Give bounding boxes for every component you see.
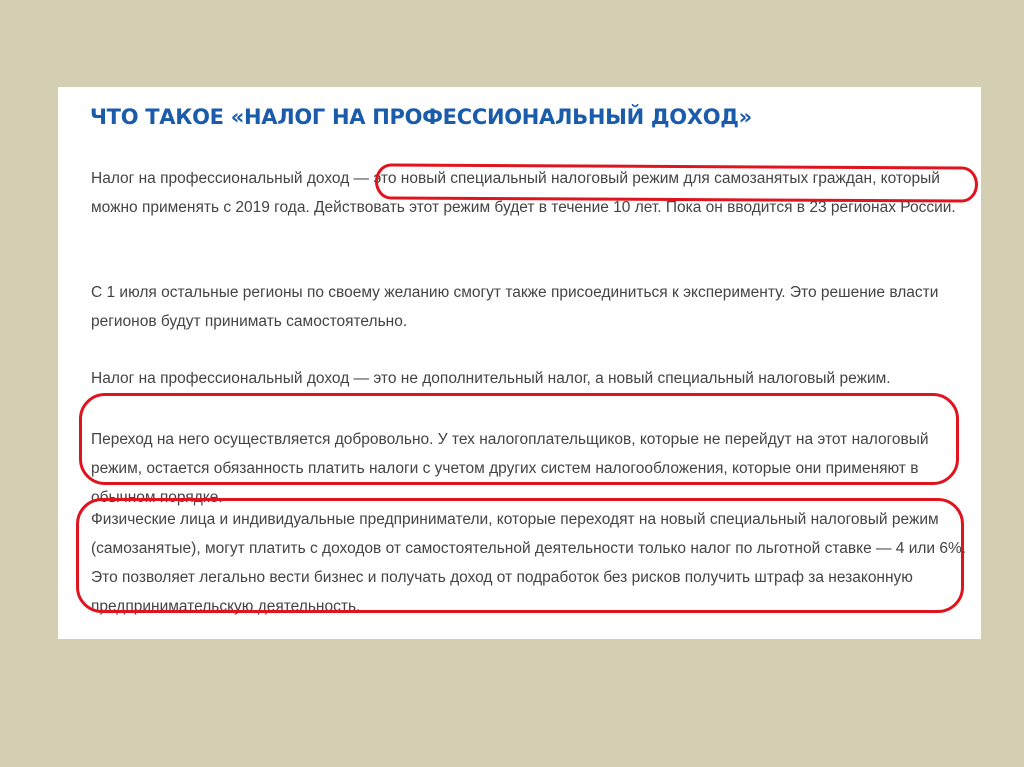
paragraph-voluntary-transition: Переход на него осуществляется добровольно. У тех налогоплательщиков, которые не перейдут на этот налоговый режим, остается обязанность платить налоги с учетом других систем налогообложения, которые они применяют в обычном порядке. [91,431,929,506]
article-panel [58,87,981,639]
paragraph-preferential-rate: Физические лица и индивидуальные предприниматели, которые переходят на новый специальный налоговый режим (самозанятые), могут платить с доходов от самостоятельной деятельности только налог по льготной ставке — 4 или 6%. Это позволяет легально вести бизнес и получать доход от подработок без рисков получить штраф за незаконную предпринимательскую деятельность. [91,511,967,615]
article-heading: ЧТО ТАКОЕ «НАЛОГ НА ПРОФЕССИОНАЛЬНЫЙ ДОХОД» [90,105,752,129]
paragraph-regions: С 1 июля остальные регионы по своему желанию смогут также присоединиться к эксперименту. Это решение власти регионов будут принимать самостоятельно. [91,284,939,330]
paragraph-definition: Налог на профессиональный доход — это новый специальный налоговый режим для самозанятых граждан, который можно применять с 2019 года. Действовать этот режим будет в течение 10 лет. Пока он вводится в 23 регионах России. [91,170,956,216]
paragraph-not-additional-tax: Налог на профессиональный доход — это не дополнительный налог, а новый специальный налоговый режим. [91,370,891,387]
